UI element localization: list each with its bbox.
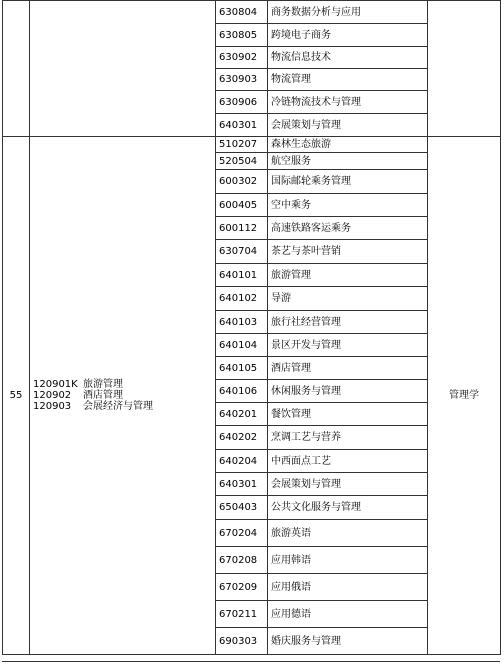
major-name-cell: 冷链物流技术与管理 [268, 91, 428, 114]
major-code-cell: 630805 [216, 24, 268, 47]
major-name-cell: 应用韩语 [268, 547, 428, 574]
major-name-cell: 空中乘务 [268, 194, 428, 217]
major-code-cell: 670204 [216, 520, 268, 547]
major-name-cell: 森林生态旅游 [268, 137, 428, 153]
major-name-cell: 休闲服务与管理 [268, 380, 428, 403]
major-name-cell: 物流管理 [268, 69, 428, 91]
major-code-cell: 670209 [216, 574, 268, 601]
major-name-cell: 餐饮管理 [268, 403, 428, 426]
major-name-cell: 婚庆服务与管理 [268, 628, 428, 655]
majors-table [2, 0, 501, 655]
major-code-cell: 630906 [216, 91, 268, 114]
prev-group-undergrad-cell [30, 1, 216, 137]
major-code-cell: 690303 [216, 628, 268, 655]
undergrad-major-name: 会展经济与管理 [83, 401, 153, 412]
major-name-cell: 公共文化服务与管理 [268, 496, 428, 520]
major-name-cell: 会展策划与管理 [268, 114, 428, 137]
undergrad-major-code: 120902 [33, 390, 72, 401]
major-code-cell: 640202 [216, 426, 268, 450]
major-name-cell: 茶艺与茶叶营销 [268, 240, 428, 264]
major-code-cell: 640103 [216, 311, 268, 334]
major-name-cell: 中西面点工艺 [268, 450, 428, 473]
undergrad-major-line [33, 401, 215, 412]
major-code-cell: 640106 [216, 380, 268, 403]
table-row [3, 1, 501, 24]
major-code-cell: 650403 [216, 496, 268, 520]
major-code-cell: 630704 [216, 240, 268, 264]
prev-group-number-cell [3, 1, 30, 137]
bottom-rule [2, 661, 500, 662]
major-code-cell: 670211 [216, 601, 268, 628]
major-name-cell: 景区开发与管理 [268, 334, 428, 357]
major-code-cell: 510207 [216, 137, 268, 153]
major-code-cell: 640201 [216, 403, 268, 426]
major-name-cell: 导游 [268, 287, 428, 311]
major-name-cell: 应用俄语 [268, 574, 428, 601]
major-name-cell: 旅游英语 [268, 520, 428, 547]
major-code-cell: 640101 [216, 264, 268, 287]
major-name-cell: 烹调工艺与营养 [268, 426, 428, 450]
major-code-cell: 630804 [216, 1, 268, 24]
major-name-cell: 应用德语 [268, 601, 428, 628]
major-code-cell: 640204 [216, 450, 268, 473]
undergrad-major-name: 酒店管理 [83, 390, 123, 401]
major-name-cell: 酒店管理 [268, 357, 428, 380]
major-code-cell: 640301 [216, 114, 268, 137]
undergrad-major-name: 旅游管理 [83, 379, 123, 390]
major-code-cell: 600302 [216, 170, 268, 194]
major-code-cell: 520504 [216, 153, 268, 170]
major-name-cell: 旅行社经营管理 [268, 311, 428, 334]
major-code-cell: 640301 [216, 473, 268, 496]
major-code-cell: 600112 [216, 217, 268, 240]
table-row [3, 137, 501, 153]
prev-group-discipline-cell [428, 1, 501, 137]
major-name-cell: 会展策划与管理 [268, 473, 428, 496]
undergrad-major-code: 120903 [33, 401, 72, 412]
major-code-cell: 640104 [216, 334, 268, 357]
major-name-cell: 物流信息技术 [268, 47, 428, 69]
major-code-cell: 630902 [216, 47, 268, 69]
undergrad-major-code: 120901K [33, 379, 78, 390]
major-code-cell: 640105 [216, 357, 268, 380]
major-code-cell: 670208 [216, 547, 268, 574]
major-name-cell: 高速铁路客运乘务 [268, 217, 428, 240]
undergrad-majors-cell [30, 137, 216, 655]
major-name-cell: 国际邮轮乘务管理 [268, 170, 428, 194]
major-code-cell: 630903 [216, 69, 268, 91]
discipline-cell: 管理学 [428, 137, 501, 655]
major-code-cell: 600405 [216, 194, 268, 217]
major-code-cell: 640102 [216, 287, 268, 311]
majors-table-body [3, 1, 501, 655]
major-name-cell: 航空服务 [268, 153, 428, 170]
major-name-cell: 旅游管理 [268, 264, 428, 287]
major-name-cell: 商务数据分析与应用 [268, 1, 428, 24]
undergrad-major-line [33, 379, 215, 390]
group-number-cell: 55 [3, 137, 30, 655]
undergrad-major-line [33, 390, 215, 401]
major-name-cell: 跨境电子商务 [268, 24, 428, 47]
